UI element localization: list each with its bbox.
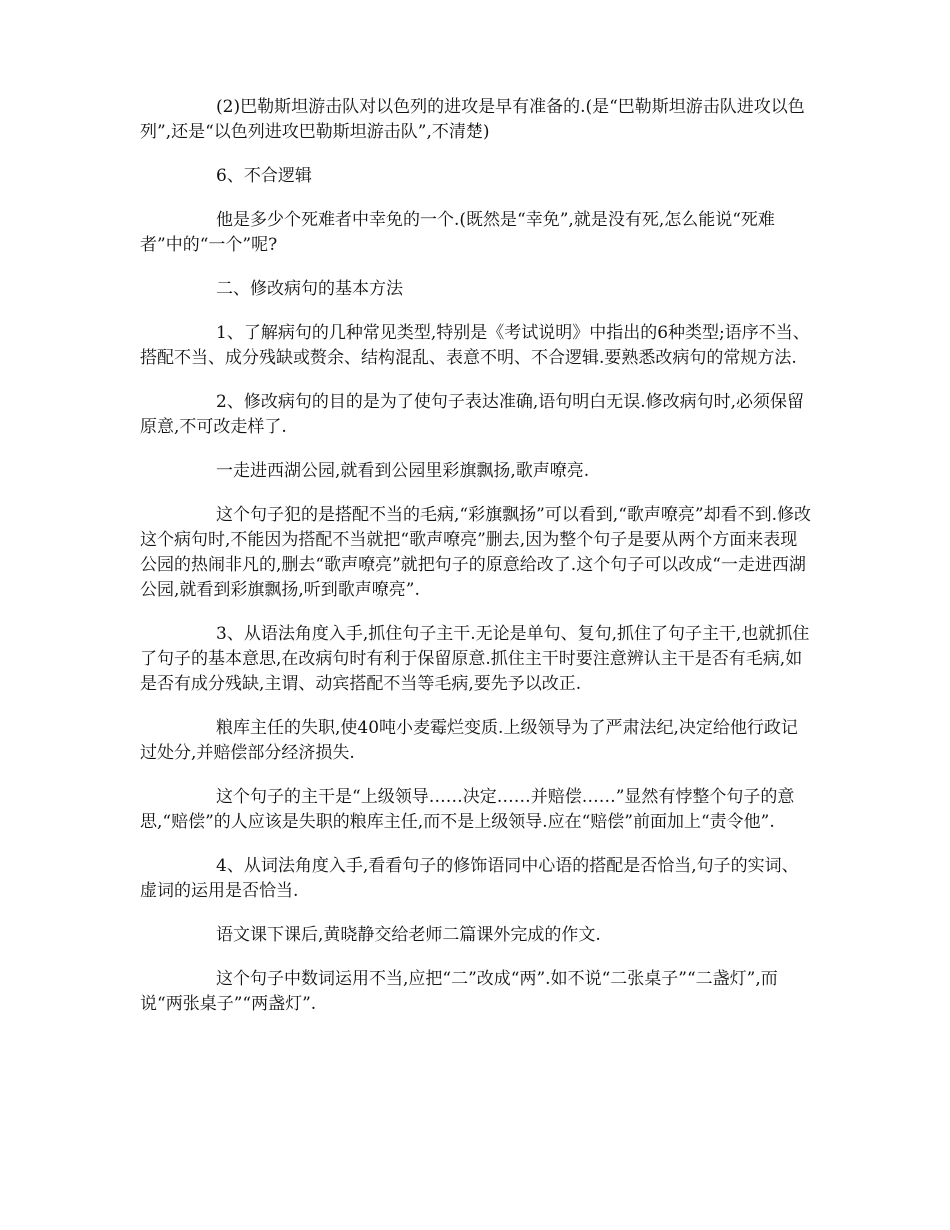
heading-illogical: 6、不合逻辑 — [216, 166, 312, 186]
paragraph-example-west-lake: 一走进西湖公园,就看到公园里彩旗飘扬,歌声嘹亮. — [216, 461, 590, 481]
paragraph-explanation-granary: 这个句子的主干是“上级领导……决定……并赔偿……”显然有悖整个句子的意思,“赔偿”的人应该是失职的粮库主任,而不是上级领导.应在“赔偿”前面加上“责令他”. — [140, 787, 795, 832]
paragraph-method-3: 3、从语法角度入手,抓住句子主干.无论是单句、复句,抓住了句子主干,也就抓住了句子的基本意思,在改病句时有利于保留原意.抓住主干时要注意辨认主干是否有毛病,如是否有成分残缺,主谓、动宾搭配不当等毛病,要先予以改正. — [140, 624, 810, 694]
paragraph-example-survivor: 他是多少个死难者中幸免的一个.(既然是“幸免”,就是没有死,怎么能说“死难者”中的“一个”呢? — [140, 210, 775, 255]
paragraph-example-essay: 语文课下课后,黄晓静交给老师二篇课外完成的作文. — [216, 925, 601, 945]
paragraph-explanation-west-lake: 这个句子犯的是搭配不当的毛病,“彩旗飘扬”可以看到,“歌声嘹亮”却看不到.修改这个病句时,不能因为搭配不当就把“歌声嘹亮”删去,因为整个句子是要从两个方面来表现公园的热闹非凡的,删去“歌声嘹亮”就把句子的原意给改了.这个句子可以改成“一走进西湖公园,就看到彩旗飘扬,听到歌声嘹亮”. — [140, 505, 811, 600]
paragraph-example-ambiguous-attack: (2)巴勒斯坦游击队对以色列的进攻是早有准备的.(是“巴勒斯坦游击队进攻以色列”,还是“以色列进攻巴勒斯坦游击队”,不清楚) — [140, 97, 805, 142]
paragraph-method-2: 2、修改病句的目的是为了使句子表达准确,语句明白无误.修改病句时,必须保留原意,不可改走样了. — [140, 392, 805, 437]
section-heading-methods: 二、修改病句的基本方法 — [216, 279, 403, 299]
paragraph-example-granary: 粮库主任的失职,使40吨小麦霉烂变质.上级领导为了严肃法纪,决定给他行政记过处分,并赔偿部分经济损失. — [140, 718, 798, 763]
paragraph-method-1: 1、了解病句的几种常见类型,特别是《考试说明》中指出的6种类型;语序不当、搭配不当、成分残缺或赘余、结构混乱、表意不明、不合逻辑.要熟悉改病句的常规方法. — [140, 323, 810, 368]
document-body — [140, 95, 812, 1036]
paragraph-method-4: 4、从词法角度入手,看看句子的修饰语同中心语的搭配是否恰当,句子的实词、虚词的运用是否恰当. — [140, 856, 799, 901]
paragraph-explanation-essay: 这个句子中数词运用不当,应把“二”改成“两”.如不说“二张桌子”“二盏灯”,而说“两张桌子”“两盏灯”. — [140, 969, 778, 1014]
